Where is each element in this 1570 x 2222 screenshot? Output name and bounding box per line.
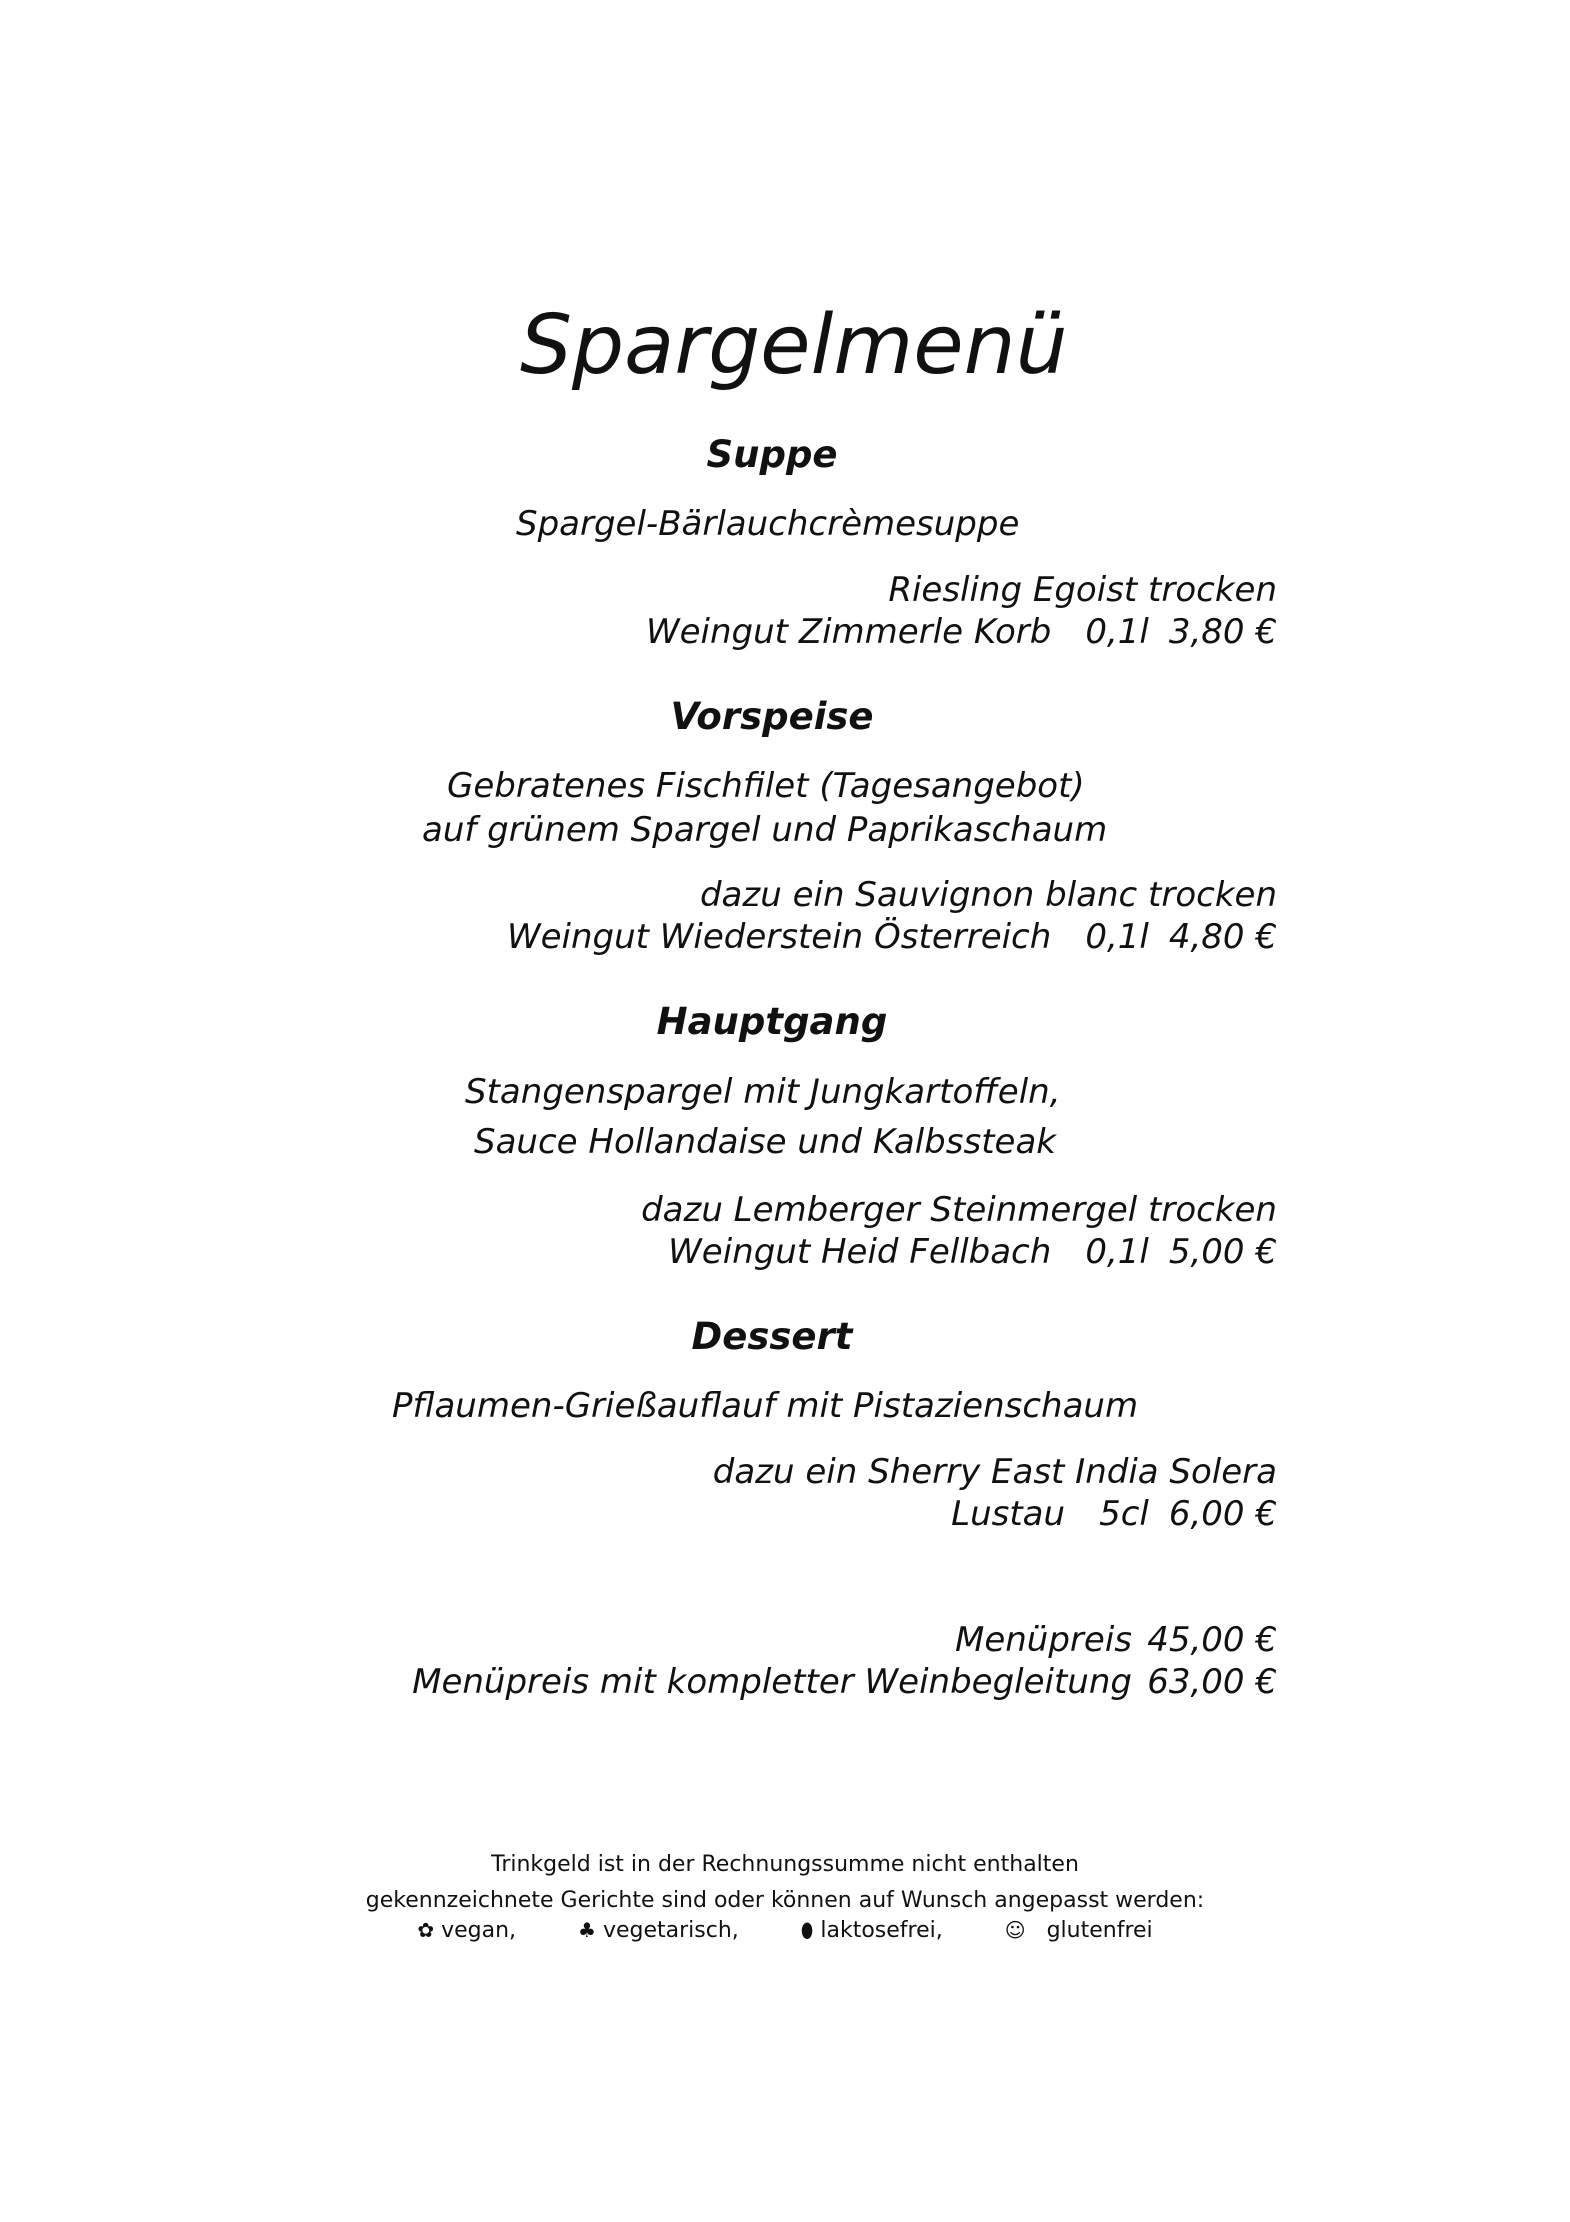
dish-line: Sauce Hollandaise und Kalbssteak — [474, 1122, 1056, 1162]
menu-price-wine-row — [412, 1662, 1277, 1702]
wine-detail — [646, 612, 1277, 652]
price-label: Menüpreis — [955, 1620, 1132, 1660]
wine-name: dazu Lemberger Steinmergel trocken — [641, 1190, 1277, 1230]
diet-legend — [0, 1918, 1570, 1943]
wine-name: Riesling Egoist trocken — [888, 570, 1277, 610]
dish-line: Stangenspargel mit Jungkartoffeln, — [465, 1072, 1061, 1112]
dish-line: Pflaumen-Grießauflauf mit Pistazienschaum — [392, 1386, 1139, 1426]
wine-price: 6,00 € — [1168, 1494, 1277, 1534]
legend-lactose-free — [801, 1918, 943, 1943]
wine-amount: 0,1l — [1085, 1232, 1149, 1272]
dish-line: auf grünem Spargel und Paprikaschaum — [422, 810, 1108, 850]
section-heading-vorspeise: Vorspeise — [670, 695, 874, 738]
club-icon: ♣ — [578, 1918, 596, 1942]
dish-line: Gebratenes Fischfilet (Tagesangebot) — [447, 766, 1085, 806]
winery: Lustau — [951, 1494, 1066, 1534]
legend-vegan — [417, 1918, 516, 1943]
wine-amount: 0,1l — [1085, 917, 1149, 957]
winery: Weingut Wiederstein Österreich — [506, 917, 1052, 957]
flower-icon: ✿ — [417, 1918, 435, 1942]
legend-gluten-free — [1005, 1918, 1153, 1943]
wine-detail — [668, 1232, 1277, 1272]
wine-name: dazu ein Sherry East India Solera — [712, 1452, 1277, 1492]
legend-label: laktosefrei, — [820, 1918, 943, 1943]
legend-label: glutenfrei — [1046, 1918, 1153, 1943]
wine-detail — [951, 1494, 1277, 1534]
legend-label: vegan, — [441, 1918, 517, 1943]
smiley-icon: ☺ — [1004, 1918, 1026, 1942]
wine-amount: 0,1l — [1085, 612, 1149, 652]
section-heading-suppe: Suppe — [706, 433, 838, 476]
wine-price: 3,80 € — [1168, 612, 1277, 652]
wine-price: 4,80 € — [1168, 917, 1277, 957]
legend-vegetarian — [578, 1918, 739, 1943]
wine-price: 5,00 € — [1168, 1232, 1277, 1272]
marking-note: gekennzeichnete Gerichte sind oder können auf Wunsch angepasst werden: — [365, 1888, 1205, 1913]
winery: Weingut Zimmerle Korb — [646, 612, 1052, 652]
drop-icon: ⬮ — [800, 1918, 814, 1942]
price-value: 63,00 € — [1147, 1662, 1277, 1702]
dish-line: Spargel-Bärlauchcrèmesuppe — [516, 504, 1020, 544]
wine-amount: 5cl — [1099, 1494, 1149, 1534]
menu-price-row — [955, 1620, 1277, 1660]
tip-note: Trinkgeld ist in der Rechnungssumme nicht enthalten — [491, 1852, 1079, 1877]
wine-detail — [507, 917, 1277, 957]
section-heading-hauptgang: Hauptgang — [656, 1000, 888, 1043]
winery: Weingut Heid Fellbach — [668, 1232, 1052, 1272]
wine-name: dazu ein Sauvignon blanc trocken — [699, 875, 1277, 915]
menu-title: Spargelmenü — [520, 298, 1068, 393]
price-value: 45,00 € — [1147, 1620, 1277, 1660]
legend-label: vegetarisch, — [602, 1918, 739, 1943]
section-heading-dessert: Dessert — [691, 1315, 853, 1358]
price-label: Menüpreis mit kompletter Weinbegleitung — [412, 1662, 1132, 1702]
